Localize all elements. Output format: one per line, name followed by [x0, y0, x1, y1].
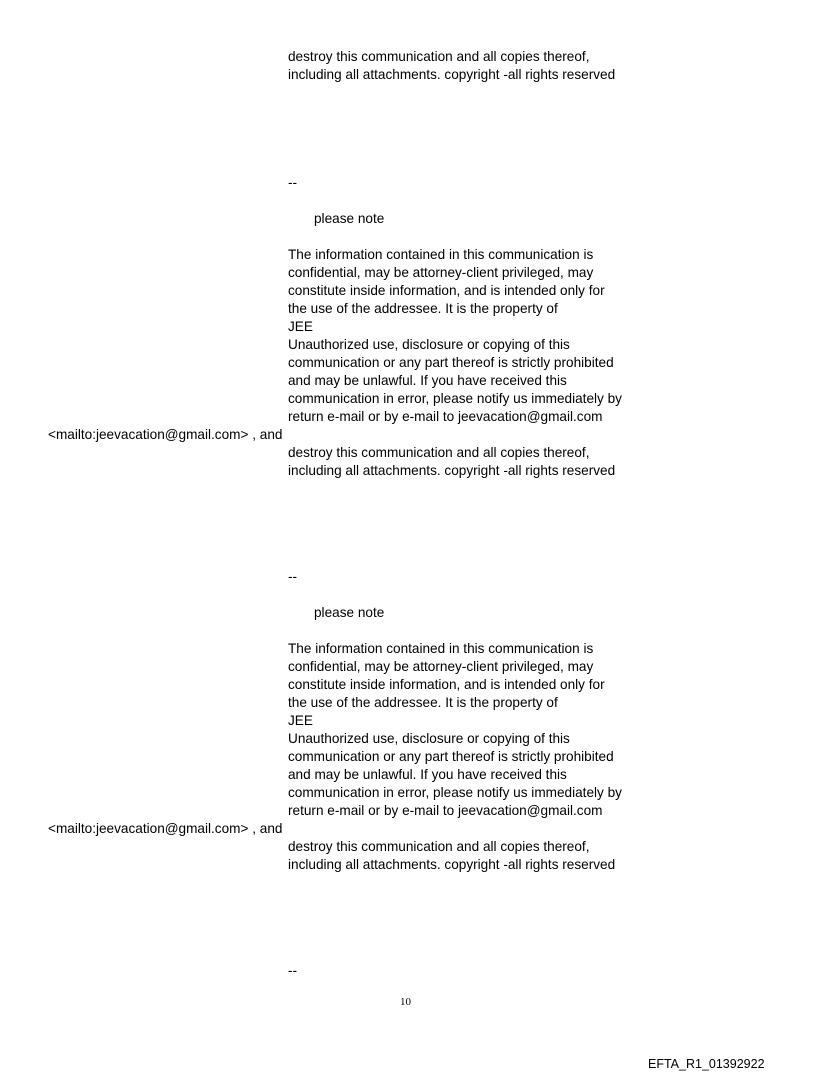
- disclaimer-text: constitute inside information, and is intended only for: [288, 283, 605, 298]
- disclaimer-text: and may be unlawful. If you have received this: [288, 767, 567, 782]
- disclaimer-text: communication in error, please notify us immediately by: [288, 391, 622, 406]
- separator: --: [288, 569, 298, 584]
- disclaimer-text: destroy this communication and all copies thereof,: [288, 839, 590, 854]
- disclaimer-text: destroy this communication and all copies thereof,: [288, 49, 590, 64]
- separator: --: [288, 175, 298, 190]
- disclaimer-text: The information contained in this communication is: [288, 247, 594, 262]
- disclaimer-text: the use of the addressee. It is the property of: [288, 695, 558, 710]
- notice-heading: please note: [314, 605, 385, 620]
- disclaimer-text: and may be unlawful. If you have received this: [288, 373, 567, 388]
- disclaimer-text: including all attachments. copyright -all rights reserved: [288, 463, 616, 478]
- page-number: 10: [400, 996, 411, 1008]
- disclaimer-text: return e-mail or by e-mail to jeevacation@gmail.com: [288, 803, 603, 818]
- notice-heading: please note: [314, 211, 385, 226]
- disclaimer-text: including all attachments. copyright -all rights reserved: [288, 857, 616, 872]
- disclaimer-text: The information contained in this communication is: [288, 641, 594, 656]
- disclaimer-text: return e-mail or by e-mail to jeevacation@gmail.com: [288, 409, 603, 424]
- disclaimer-text: Unauthorized use, disclosure or copying of this: [288, 337, 570, 352]
- disclaimer-text: JEE: [288, 319, 313, 334]
- disclaimer-text: JEE: [288, 713, 313, 728]
- disclaimer-text: Unauthorized use, disclosure or copying of this: [288, 731, 570, 746]
- disclaimer-text: confidential, may be attorney-client privileged, may: [288, 659, 594, 674]
- disclaimer-text: communication in error, please notify us immediately by: [288, 785, 622, 800]
- separator: --: [288, 963, 298, 978]
- disclaimer-text: communication or any part thereof is strictly prohibited: [288, 355, 614, 370]
- disclaimer-text: communication or any part thereof is strictly prohibited: [288, 749, 614, 764]
- bates-number: EFTA_R1_01392922: [648, 1057, 765, 1071]
- disclaimer-text: destroy this communication and all copies thereof,: [288, 445, 590, 460]
- disclaimer-text: constitute inside information, and is intended only for: [288, 677, 605, 692]
- disclaimer-text: including all attachments. copyright -all rights reserved: [288, 67, 616, 82]
- disclaimer-text: confidential, may be attorney-client privileged, may: [288, 265, 594, 280]
- mailto-link[interactable]: <mailto:jeevacation@gmail.com> , and: [48, 427, 283, 442]
- mailto-link[interactable]: <mailto:jeevacation@gmail.com> , and: [48, 821, 283, 836]
- disclaimer-text: the use of the addressee. It is the property of: [288, 301, 558, 316]
